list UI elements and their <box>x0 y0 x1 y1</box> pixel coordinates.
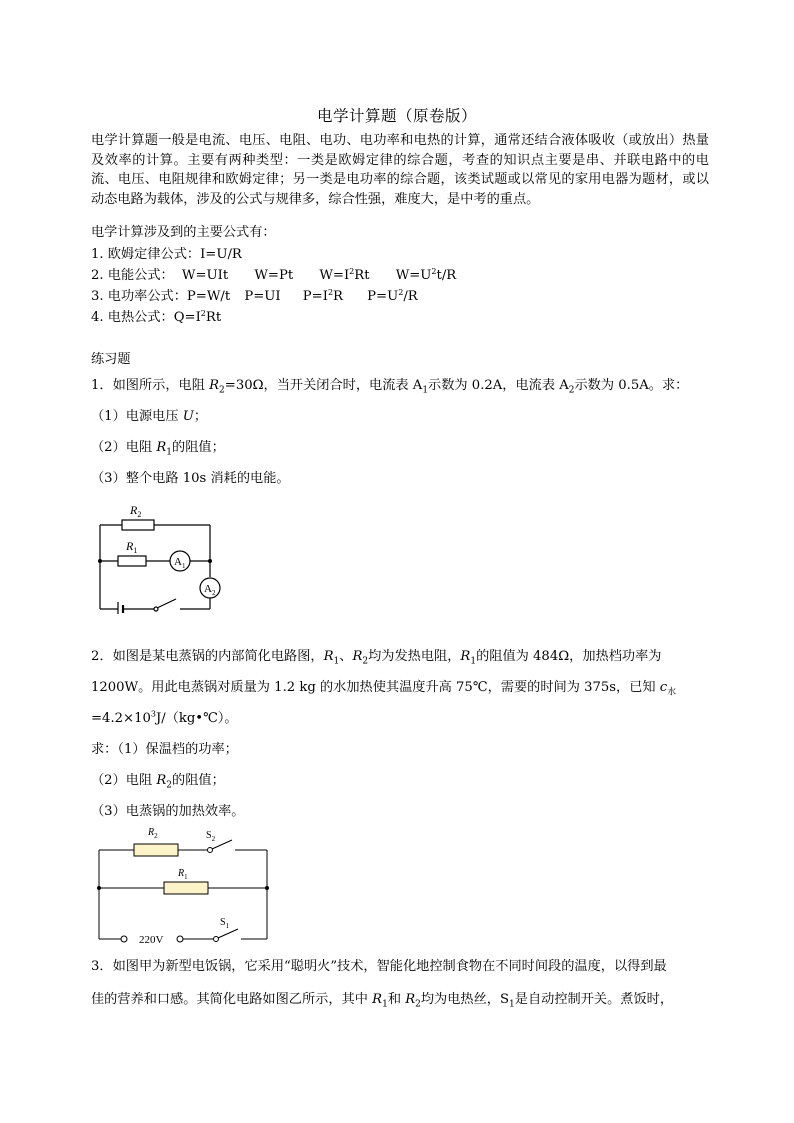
label-s1: $S_1$ <box>220 917 230 930</box>
label-r2: $R_2$ <box>130 503 142 519</box>
formula-energy-a: W=UIt <box>181 268 229 283</box>
label-r2: $R_2$ <box>148 827 158 840</box>
q1-sub3: （3）整个电路 10s 消耗的电能。 <box>91 471 290 486</box>
formula-energy-d: $W=U^2t/R$ <box>395 266 457 283</box>
formula-energy <box>91 264 456 283</box>
q1-stem: 1．如图所示，电阻 $R_2=30\Omega$，当开关闭合时，电流表 $A_1$示数为 0.2A，电流表 $A_2$示数为 0.5A。求： <box>91 378 689 396</box>
formula-power <box>91 285 418 304</box>
label-voltage: 220V <box>139 934 164 946</box>
resistor-r1 <box>118 556 146 566</box>
resistor-r1 <box>164 882 208 894</box>
label-s2: $S_2$ <box>206 830 216 843</box>
q1-sub1: （1）电源电压 U； <box>91 409 208 424</box>
formula-ohm-label: 1. 欧姆定律公式： <box>91 247 201 262</box>
formula-heat-expr: $Q=I^2Rt$ <box>173 308 222 325</box>
formula-power-b: P=UI <box>244 289 281 304</box>
resistor-r2 <box>134 844 178 856</box>
formula-ohm-expr: I=U/R <box>200 247 242 262</box>
terminal-left <box>121 936 127 942</box>
circuit-figure-1 <box>94 498 234 614</box>
q2-sub1: 求：（1）保温档的功率； <box>91 742 238 757</box>
junction-dot <box>265 886 269 890</box>
document-title: 电学计算题（原卷版） <box>316 107 477 125</box>
q2-sub3: （3）电蒸锅的加热效率。 <box>91 804 245 819</box>
formula-power-d: $P=U^2/R$ <box>367 287 418 304</box>
switch-s2-contact <box>208 848 213 853</box>
junction-dot <box>208 559 212 563</box>
label-r1: $R_1$ <box>126 539 138 555</box>
switch-s1-contact <box>214 937 219 942</box>
junction-dot <box>98 559 102 563</box>
formula-ohm <box>91 243 242 262</box>
q2-sub2: （2）电阻 $R_2$的阻值； <box>91 773 225 791</box>
q2-line2: 1200W。用此电蒸锅对质量为 1.2 kg 的水加热使其温度升高 75℃，需要的时间为 375s，已知 $c_水$ <box>91 680 677 698</box>
label-r1: $R_1$ <box>178 868 188 881</box>
intro-paragraph: 电学计算题一般是电流、电压、电阻、电功、电功率和电热的计算，通常还结合液体吸收（或放出）热量及效率的计算。主要有两种类型：一类是欧姆定律的综合题，考查的知识点主要是串、并联电路中的电流、电压、电阻规律和欧姆定律；另一类是电功率的综合题，该类试题或以常见的家用电器为题材，或以动态电路为载体，涉及的公式与规律多，综合性强，难度大，是中考的重点。 <box>91 133 709 208</box>
formula-energy-label: 2. 电能公式： <box>91 268 174 283</box>
formula-power-c: $P=I^2R$ <box>302 287 343 304</box>
q1-sub2: （2）电阻 $R_1$的阻值； <box>91 440 225 458</box>
formulas-heading: 电学计算涉及到的主要公式有： <box>91 225 276 240</box>
q2-line1: 2．如图是某电蒸锅的内部简化电路图，$R_1$、$R_2$均为发热电阻，$R_1$的阻值为 484Ω，加热档功率为 <box>91 649 662 667</box>
switch-blade <box>157 599 176 608</box>
formula-energy-b: W=Pt <box>254 268 294 283</box>
junction-dot <box>97 886 101 890</box>
q3-line2: 佳的营养和口感。其简化电路如图乙所示，其中 $R_1$和 $R_2$均为电热丝，$S_1$是自动控制开关。煮饭时， <box>91 992 674 1010</box>
formula-energy-c: $W=I^2Rt$ <box>319 266 370 283</box>
resistor-r2 <box>122 520 154 530</box>
switch-s1-blade <box>218 929 238 938</box>
formula-heat <box>91 306 221 325</box>
q3-line1: 3．如图甲为新型电饭锅，它采用“聪明火”技术，智能化地控制食物在不同时间段的温度，以得到最 <box>91 959 667 974</box>
q2-line3: $=4.2\times 10^3J/(kg•℃)$。 <box>91 709 238 726</box>
label-a2: $A_2$ <box>204 583 216 597</box>
label-a1: $A_1$ <box>174 556 186 570</box>
circuit-figure-2 <box>94 824 274 946</box>
formula-heat-label: 4. 电热公式： <box>91 310 174 325</box>
terminal-right <box>177 936 183 942</box>
formula-power-label: 3. 电功率公式： <box>91 289 187 304</box>
practice-heading: 练习题 <box>91 352 131 367</box>
formula-power-a: P=W/t <box>186 289 231 304</box>
